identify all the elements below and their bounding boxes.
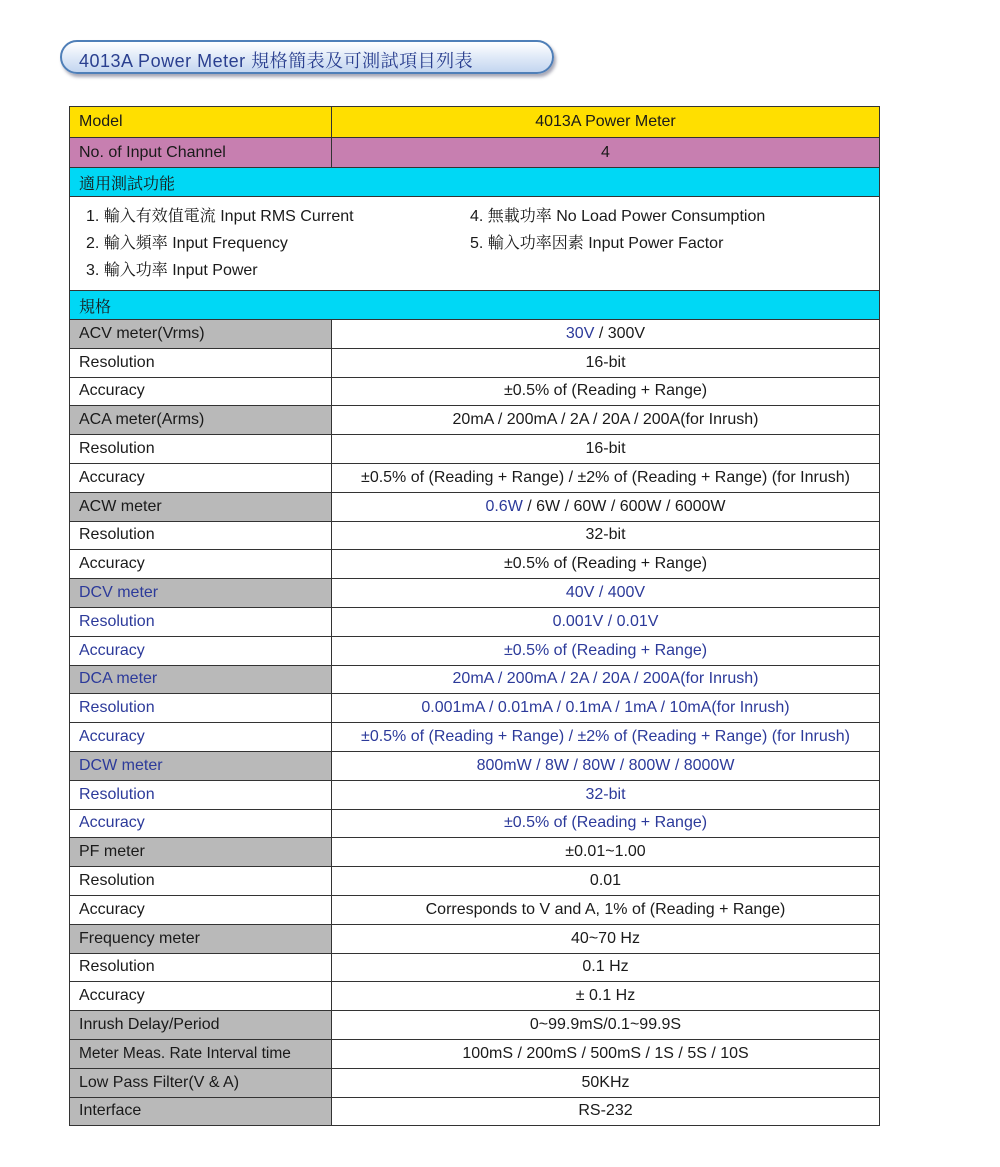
spec-label: Resolution	[70, 521, 332, 550]
spec-value: RS-232	[332, 1097, 880, 1126]
spec-row-filter	[70, 1068, 880, 1097]
spec-value: 0.001V / 0.01V	[332, 607, 880, 636]
spec-label: Inrush Delay/Period	[70, 1011, 332, 1040]
spec-label: Meter Meas. Rate Interval time	[70, 1039, 332, 1068]
spec-value: 0.001mA / 0.01mA / 0.1mA / 1mA / 10mA(for Inrush)	[332, 694, 880, 723]
spec-value: 50KHz	[332, 1068, 880, 1097]
spec-value: ±0.5% of (Reading + Range) / ±2% of (Reading + Range) (for Inrush)	[332, 463, 880, 492]
spec-value-rest: / 6W / 60W / 600W / 6000W	[522, 497, 726, 515]
features-heading: 適用測試功能	[70, 168, 880, 197]
spec-label: ACW meter	[70, 492, 332, 521]
spec-label: Resolution	[70, 780, 332, 809]
spec-label: DCW meter	[70, 751, 332, 780]
channel-value: 4	[332, 138, 880, 168]
spec-value: 40~70 Hz	[332, 924, 880, 953]
channel-label: No. of Input Channel	[70, 138, 332, 168]
model-row	[70, 107, 880, 138]
spec-row	[70, 982, 880, 1011]
title-banner	[60, 40, 554, 74]
spec-row-dcv	[70, 579, 880, 608]
page-title: 4013A Power Meter 規格簡表及可測試項目列表	[79, 51, 474, 71]
spec-value: ±0.5% of (Reading + Range)	[332, 377, 880, 406]
spec-row-interface	[70, 1097, 880, 1126]
spec-row	[70, 377, 880, 406]
spec-row-rate	[70, 1039, 880, 1068]
spec-label: DCV meter	[70, 579, 332, 608]
spec-value	[332, 492, 880, 521]
spec-label: Low Pass Filter(V & A)	[70, 1068, 332, 1097]
spec-row	[70, 895, 880, 924]
spec-row	[70, 809, 880, 838]
spec-value: ±0.01~1.00	[332, 838, 880, 867]
features-cell	[70, 197, 880, 291]
spec-value: 0~99.9mS/0.1~99.9S	[332, 1011, 880, 1040]
spec-heading-row	[70, 291, 880, 320]
spec-value: 32-bit	[332, 521, 880, 550]
spec-label: Accuracy	[70, 463, 332, 492]
spec-value: ±0.5% of (Reading + Range)	[332, 550, 880, 579]
features-heading-row	[70, 168, 880, 197]
spec-row-dcw	[70, 751, 880, 780]
spec-row	[70, 521, 880, 550]
spec-label: Accuracy	[70, 723, 332, 752]
spec-value: 0.01	[332, 867, 880, 896]
spec-label: Interface	[70, 1097, 332, 1126]
model-value: 4013A Power Meter	[332, 107, 880, 138]
spec-row-pf	[70, 838, 880, 867]
spec-label: Accuracy	[70, 550, 332, 579]
spec-value: 32-bit	[332, 780, 880, 809]
spec-label: Resolution	[70, 435, 332, 464]
spec-value: 16-bit	[332, 435, 880, 464]
model-label: Model	[70, 107, 332, 138]
spec-label: Frequency meter	[70, 924, 332, 953]
spec-value: 16-bit	[332, 348, 880, 377]
feature-item: 3. 輸入功率 Input Power	[86, 261, 258, 279]
spec-value: 20mA / 200mA / 2A / 20A / 200A(for Inrush)	[332, 665, 880, 694]
spec-value: 800mW / 8W / 80W / 800W / 8000W	[332, 751, 880, 780]
spec-row	[70, 780, 880, 809]
features-row	[70, 197, 880, 291]
spec-table	[69, 106, 880, 1126]
spec-value: 20mA / 200mA / 2A / 20A / 200A(for Inrush)	[332, 406, 880, 435]
channel-row	[70, 138, 880, 168]
spec-label: Resolution	[70, 694, 332, 723]
spec-value: ±0.5% of (Reading + Range)	[332, 809, 880, 838]
spec-row-acv	[70, 320, 880, 349]
spec-value: 40V / 400V	[332, 579, 880, 608]
spec-label: Accuracy	[70, 377, 332, 406]
spec-label: ACA meter(Arms)	[70, 406, 332, 435]
spec-row	[70, 463, 880, 492]
feature-item: 5. 輸入功率因素 Input Power Factor	[470, 234, 724, 252]
spec-row	[70, 550, 880, 579]
spec-value-rest: / 300V	[594, 324, 646, 342]
spec-row-frequency	[70, 924, 880, 953]
spec-value-highlight: 30V	[565, 324, 595, 342]
spec-row	[70, 435, 880, 464]
spec-value: 100mS / 200mS / 500mS / 1S / 5S / 10S	[332, 1039, 880, 1068]
spec-label: Resolution	[70, 607, 332, 636]
spec-row	[70, 723, 880, 752]
spec-label: Accuracy	[70, 809, 332, 838]
spec-label: Resolution	[70, 867, 332, 896]
spec-value: Corresponds to V and A, 1% of (Reading + Range)	[332, 895, 880, 924]
spec-value: ±0.5% of (Reading + Range)	[332, 636, 880, 665]
feature-item: 4. 無載功率 No Load Power Consumption	[470, 207, 766, 225]
spec-row-aca	[70, 406, 880, 435]
spec-label: Accuracy	[70, 636, 332, 665]
spec-heading: 規格	[70, 291, 880, 320]
spec-row	[70, 607, 880, 636]
features-list	[70, 206, 879, 282]
spec-label: Accuracy	[70, 982, 332, 1011]
spec-value	[332, 320, 880, 349]
spec-label: ACV meter(Vrms)	[70, 320, 332, 349]
feature-item: 1. 輸入有效值電流 Input RMS Current	[86, 207, 354, 225]
spec-label: DCA meter	[70, 665, 332, 694]
spec-value: ±0.5% of (Reading + Range) / ±2% of (Reading + Range) (for Inrush)	[332, 723, 880, 752]
spec-label: Accuracy	[70, 895, 332, 924]
spec-label: Resolution	[70, 348, 332, 377]
spec-value: 0.1 Hz	[332, 953, 880, 982]
spec-row	[70, 348, 880, 377]
spec-row	[70, 867, 880, 896]
spec-row-inrush	[70, 1011, 880, 1040]
spec-value-highlight: 0.6W	[485, 497, 523, 515]
spec-row	[70, 953, 880, 982]
spec-row-dca	[70, 665, 880, 694]
spec-row-acw	[70, 492, 880, 521]
spec-label: Resolution	[70, 953, 332, 982]
spec-label: PF meter	[70, 838, 332, 867]
feature-item: 2. 輸入頻率 Input Frequency	[86, 234, 288, 252]
spec-row	[70, 694, 880, 723]
spec-value: ± 0.1 Hz	[332, 982, 880, 1011]
spec-row	[70, 636, 880, 665]
